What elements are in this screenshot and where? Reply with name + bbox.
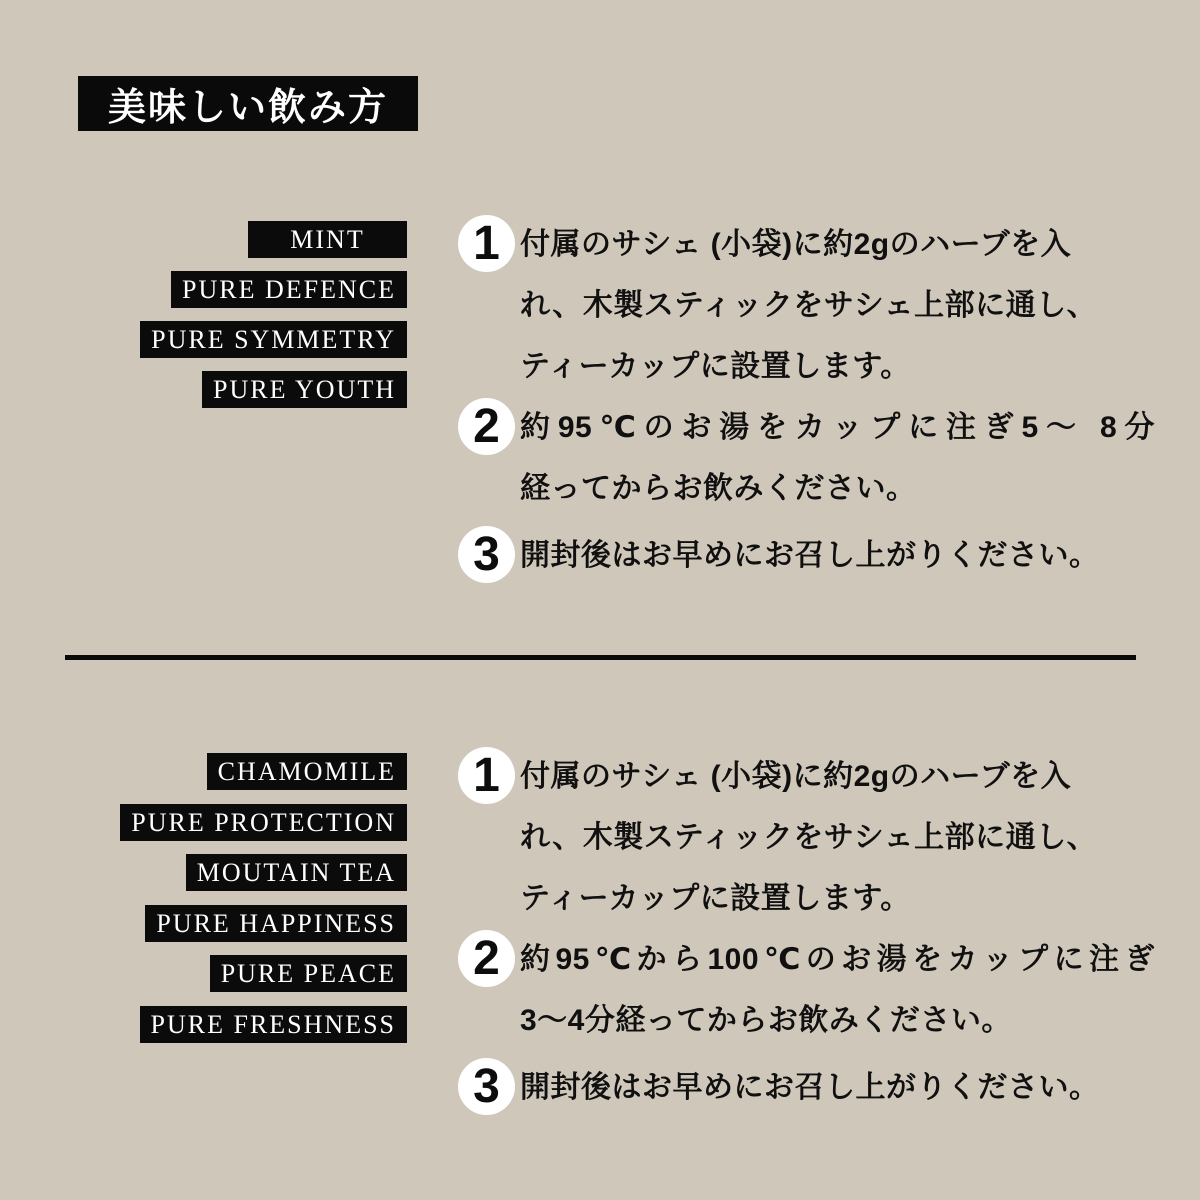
step-number-badge: 2 bbox=[458, 398, 515, 455]
label-mint: MINT bbox=[248, 221, 407, 258]
step-text bbox=[520, 929, 1155, 1051]
label-pure-peace: PURE PEACE bbox=[210, 955, 407, 992]
section2-steps bbox=[458, 746, 1158, 1118]
step-text-line: 約95℃から100℃のお湯をカップに注ぎ bbox=[520, 943, 1155, 976]
label-chamomile: CHAMOMILE bbox=[207, 753, 407, 790]
step-3 bbox=[458, 1057, 1158, 1118]
label-pure-symmetry: PURE SYMMETRY bbox=[140, 321, 407, 358]
label-pure-freshness: PURE FRESHNESS bbox=[140, 1006, 407, 1043]
step-text-line: 開封後はお早めにお召し上がりください。 bbox=[520, 1071, 1100, 1104]
section1-steps bbox=[458, 214, 1158, 586]
step-text bbox=[520, 1057, 1155, 1118]
step-3 bbox=[458, 525, 1158, 586]
section-divider bbox=[65, 655, 1136, 660]
step-text-line: 開封後はお早めにお召し上がりください。 bbox=[520, 539, 1100, 572]
step-text-line: 付属のサシェ (小袋)に約2gのハーブを入 bbox=[520, 760, 1072, 793]
step-1 bbox=[458, 746, 1158, 929]
label-pure-happiness: PURE HAPPINESS bbox=[145, 905, 407, 942]
page-title-text: 美味しい飲み方 bbox=[107, 87, 388, 129]
step-number-badge: 1 bbox=[458, 747, 515, 804]
step-number-badge: 3 bbox=[458, 1058, 515, 1115]
step-text-line: 付属のサシェ (小袋)に約2gのハーブを入 bbox=[520, 228, 1072, 261]
label-pure-defence: PURE DEFENCE bbox=[171, 271, 407, 308]
label-pure-youth: PURE YOUTH bbox=[202, 371, 407, 408]
section1-label-column bbox=[140, 221, 407, 421]
step-text bbox=[520, 525, 1155, 586]
step-text-line: れ、木製スティックをサシェ上部に通し、 bbox=[520, 821, 1098, 854]
step-text-line: 約95℃のお湯をカップに注ぎ5～ 8分 bbox=[520, 411, 1155, 444]
section2-label-column bbox=[120, 753, 407, 1056]
label-moutain-tea: MOUTAIN TEA bbox=[186, 854, 407, 891]
step-text-line: ティーカップに設置します。 bbox=[520, 882, 911, 915]
step-text bbox=[520, 397, 1155, 519]
step-text-line: 3～4分経ってからお飲みください。 bbox=[520, 1004, 1012, 1037]
step-text bbox=[520, 214, 1155, 397]
step-text bbox=[520, 746, 1155, 929]
page-title bbox=[78, 76, 418, 131]
step-number-badge: 2 bbox=[458, 930, 515, 987]
step-text-line: 経ってからお飲みください。 bbox=[520, 472, 917, 505]
step-1 bbox=[458, 214, 1158, 397]
step-number-badge: 3 bbox=[458, 526, 515, 583]
step-text-line: ティーカップに設置します。 bbox=[520, 350, 911, 383]
label-pure-protection: PURE PROTECTION bbox=[120, 804, 407, 841]
step-number-badge: 1 bbox=[458, 215, 515, 272]
step-2 bbox=[458, 397, 1158, 519]
step-text-line: れ、木製スティックをサシェ上部に通し、 bbox=[520, 289, 1098, 322]
step-2 bbox=[458, 929, 1158, 1051]
